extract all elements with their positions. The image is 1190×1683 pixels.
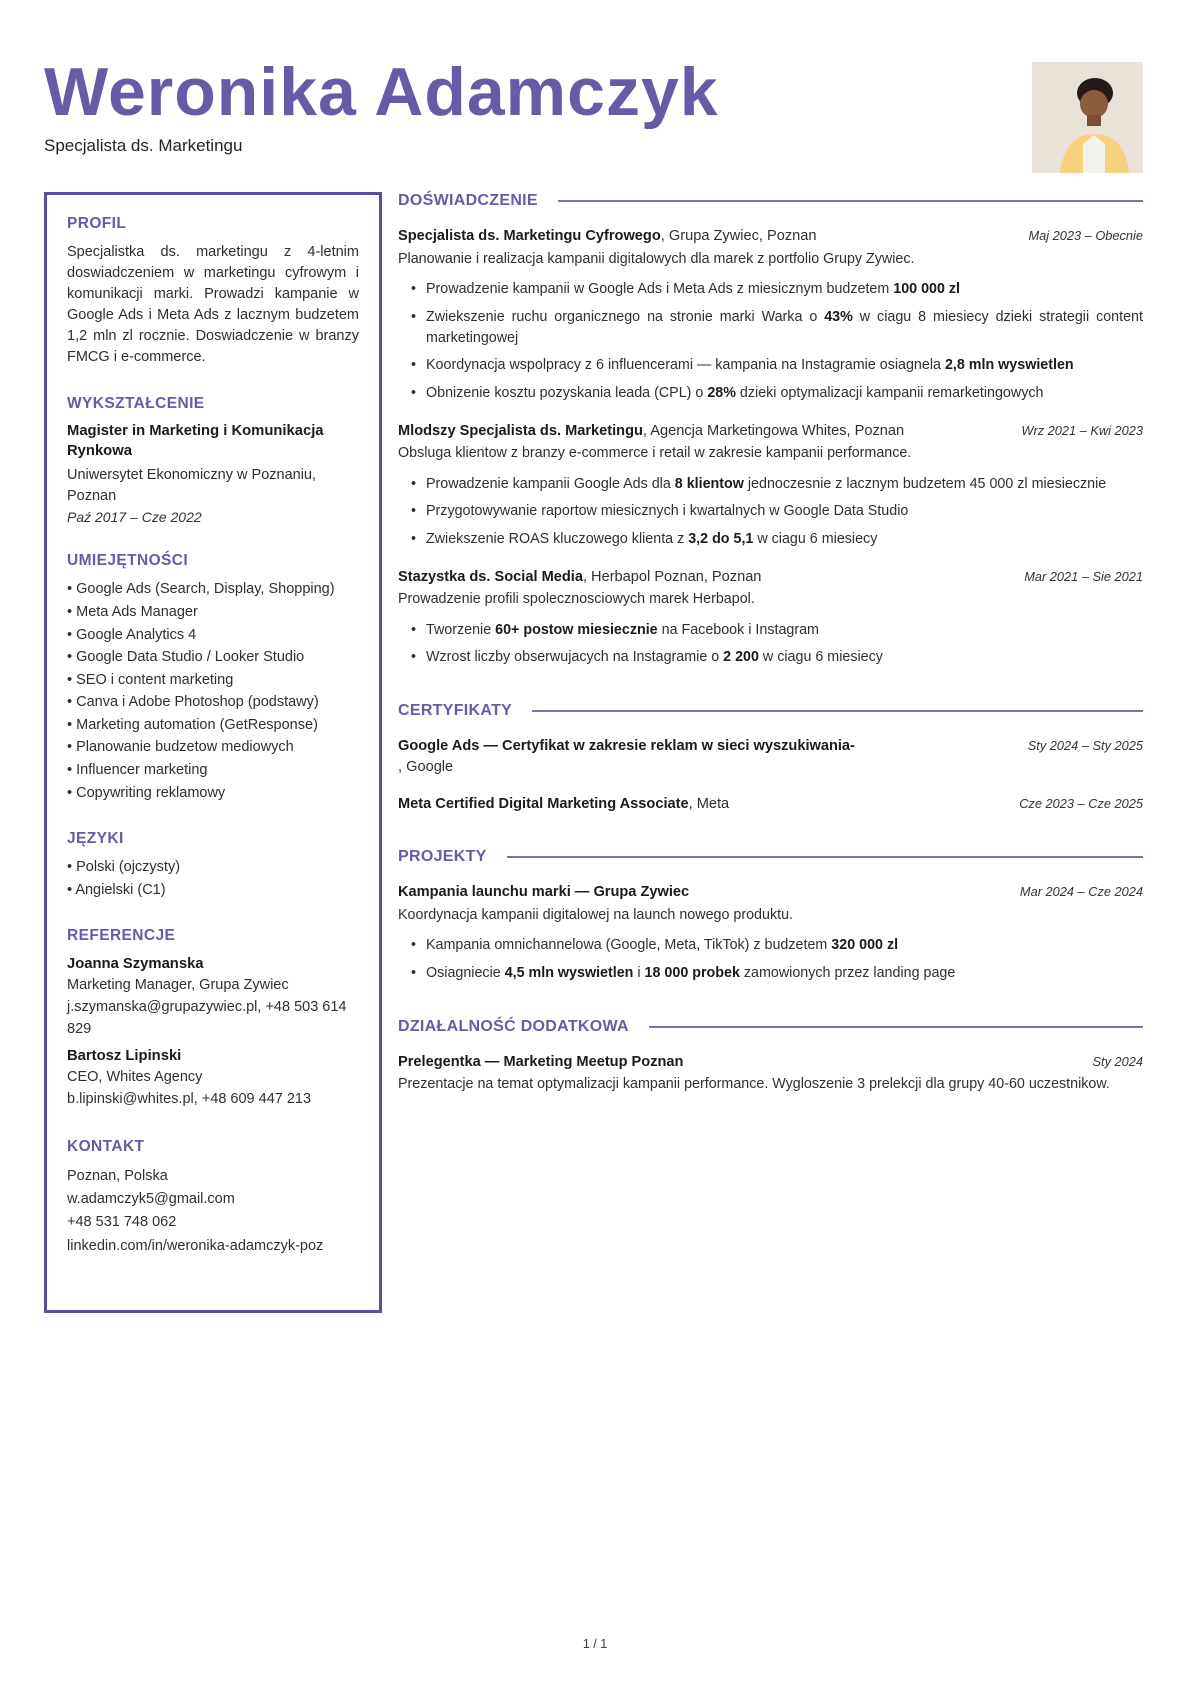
entry-dates: Mar 2024 – Cze 2024 [1019,884,1143,900]
entry-title-bold: Specjalista ds. Marketingu Cyfrowego [398,228,661,245]
bullet-list [398,279,1143,404]
text-segment: Osiagniecie [426,964,505,981]
section-heading-dzialalnosc-dodatkowa: DZIAŁALNOŚĆ DODATKOWA [398,1017,629,1035]
text-segment: 320 000 zl [831,937,899,954]
sidebar-section-profil [67,215,359,368]
entry-dates: Maj 2023 – Obecnie [1028,228,1143,244]
text-segment: Wzrost liczby obserwujacych na Instagramie o [426,649,724,666]
section-heading-certyfikaty: CERTYFIKATY [398,702,513,720]
entry-title [398,1052,683,1072]
text-segment: 4,5 mln wyswietlen [504,964,634,981]
text-segment: 8 klientow [674,475,744,492]
text-segment: Zwiekszenie ROAS kluczowego klienta z [426,531,689,548]
section-doswiadczenie [398,192,1143,668]
text-segment: 3,2 do 5,1 [688,531,754,548]
entry-title [398,882,689,902]
page-number: 1 / 1 [582,1637,608,1651]
entry-dates: Cze 2023 – Cze 2025 [1019,795,1143,811]
text-segment: Tworzenie [426,621,496,638]
sidebar-section-umiejetnosci [67,552,359,803]
section-header [398,192,1143,210]
bullet-item [398,529,1143,550]
education-degree: Magister in Marketing i Komunikacja Rynkowa [67,423,324,460]
reference-role: Marketing Manager, Grupa Zywiec [67,977,289,994]
bullet-item [398,620,1143,641]
entry-dates: Mar 2021 – Sie 2021 [1024,568,1143,584]
entry-header [398,736,1143,756]
section-heading-jezyki: JĘZYKI [67,830,124,848]
entry [398,1052,1143,1096]
list-item: • Google Analytics 4 [67,625,359,646]
contact-line: w.adamczyk5@gmail.com [67,1191,235,1207]
entry-title [398,567,761,587]
list-item: • Influencer marketing [67,760,359,781]
text-segment: 2 200 [723,649,759,666]
sidebar [44,192,382,1313]
text-segment: na Facebook i Instagram [657,621,819,638]
entry-header [398,794,1143,814]
text-segment: jednoczesnie z lacznym budzetem 45 000 zl miesiecznie [743,475,1107,492]
reference-role: CEO, Whites Agency [67,1069,203,1086]
list-item: • Google Data Studio / Looker Studio [67,647,359,668]
entry-title-bold: Kampania launchu marki — Grupa Zywiec [398,884,690,901]
section-header [398,702,1143,720]
entry [398,882,1143,983]
text-segment: 60+ postow miesiecznie [495,621,658,638]
content-columns [0,192,1190,1313]
list-item: • SEO i content marketing [67,670,359,691]
section-rule [532,710,1143,712]
header [0,0,1190,156]
section-heading-profil: PROFIL [67,215,127,233]
bullet-list [398,620,1143,668]
education-dates: Paź 2017 – Cze 2022 [67,509,202,526]
bullet-item [398,935,1143,956]
list-item: • Polski (ojczysty) [67,857,359,878]
entry-header [398,421,1143,441]
section-header [398,848,1143,866]
section-heading-doswiadczenie: DOŚWIADCZENIE [398,192,538,210]
section-certyfikaty [398,702,1143,814]
text-segment: Zwiekszenie ruchu organicznego na stronie marki Warka o [426,308,825,325]
text-segment: 43% [824,308,853,325]
entry-dates: Wrz 2021 – Kwi 2023 [1021,422,1143,438]
entry-title [398,794,729,814]
entry-title-line2: , Google [398,758,454,775]
text-segment: zamowionych przez landing page [739,964,956,981]
list-item: • Meta Ads Manager [67,602,359,623]
list-item: • Google Ads (Search, Display, Shopping) [67,579,359,600]
entry-dates: Sty 2024 – Sty 2025 [1027,738,1143,754]
list-item: • Marketing automation (GetResponse) [67,715,359,736]
entry [398,567,1143,668]
section-heading-projekty: PROJEKTY [398,848,487,866]
page-footer [0,1637,1190,1651]
entry-title [398,736,855,756]
entry-summary: Obsluga klientow z branzy e-commerce i retail w zakresie kampanii performance. [398,445,912,462]
reference-contact: j.szymanska@grupazywiec.pl, +48 503 614 829 [67,998,347,1037]
text-segment: i [633,964,645,981]
section-projekty [398,848,1143,983]
contact-line: linkedin.com/in/weronika-adamczyk-poz [67,1237,324,1254]
text-segment: Obnizenie kosztu pozyskania leada (CPL) o [426,385,708,402]
profile-text: Specjalistka ds. marketingu z 4-letnim doswiadczeniem w marketingu cyfrowym i komunikacji marki. Prowadzi kampanie w Google Ads i Meta Ads z lacznym budzetem 1,2 mln zl rocznie. Doswiadczenie w branzy FMCG i e-commerce. [67,244,359,366]
entry-dates: Sty 2024 [1092,1053,1143,1069]
sidebar-section-wyksztalcenie [67,395,359,525]
entry-title-bold: Prelegentka — Marketing Meetup Poznan [398,1053,684,1070]
entry-title-bold: Meta Certified Digital Marketing Associate [398,795,689,812]
entry-summary: Prowadzenie profili spolecznosciowych marek Herbapol. [398,591,755,608]
text-segment: 18 000 probek [644,964,740,981]
text-segment: w ciagu 6 miesiecy [753,531,878,548]
entry-title-bold: Mlodszy Specjalista ds. Marketingu [398,422,643,439]
bullet-item [398,963,1143,984]
reference-name: Bartosz Lipinski [67,1048,182,1065]
entry-title-rest: , Meta [688,795,730,812]
text-segment: 2,8 mln wyswietlen [944,357,1074,374]
job-title: Specjalista ds. Marketingu [44,136,243,156]
entry-title-bold: Google Ads — Certyfikat w zakresie reklam w sieci wyszukiwania- [398,738,855,755]
entry-header [398,882,1143,902]
list-item: • Angielski (C1) [67,880,359,901]
sidebar-section-kontakt [67,1138,359,1259]
section-header [398,1018,1143,1036]
reference-contact: b.lipinski@whites.pl, +48 609 447 213 [67,1090,312,1107]
education-school: Uniwersytet Ekonomiczny w Poznaniu, Poznan [67,467,317,505]
section-heading-referencje: REFERENCJE [67,927,176,945]
entry-title-rest: , Herbapol Poznan, Poznan [582,568,762,585]
text-segment: Przygotowywanie raportow miesicznych i kwartalnych w Google Data Studio [426,503,909,520]
entry-title-rest: , Agencja Marketingowa Whites, Poznan [642,422,905,439]
entry-header [398,1052,1143,1072]
entry-title-bold: Stazystka ds. Social Media [398,568,583,585]
entry-header [398,226,1143,246]
section-rule [558,200,1143,202]
bullet-list [398,935,1143,983]
entry-title-rest: , Grupa Zywiec, Poznan [660,228,817,245]
bullet-item [398,307,1143,348]
section-heading-wyksztalcenie: WYKSZTAŁCENIE [67,395,205,413]
bullet-item [398,383,1143,404]
text-segment: dzieki optymalizacji kampanii remarketingowych [735,385,1044,402]
profile-photo [1032,62,1143,173]
main-content [398,192,1143,1129]
text-segment: Koordynacja wspolpracy z 6 influencerami — kampania na Instagramie osiagnela [426,357,945,374]
entry-title [398,421,904,441]
section-heading-umiejetnosci: UMIEJĘTNOŚCI [67,552,189,570]
bullet-item [398,474,1143,495]
list-item: • Planowanie budzetow mediowych [67,737,359,758]
entry-title [398,226,817,246]
bullet-item [398,279,1143,300]
text-segment: Prowadzenie kampanii w Google Ads i Meta Ads z miesicznym budzetem [426,281,894,298]
section-rule [649,1026,1143,1028]
entry [398,226,1143,403]
bullet-item [398,647,1143,668]
text-segment: 100 000 zl [893,281,961,298]
entry [398,421,1143,550]
bullet-item [398,355,1143,376]
text-segment: w ciagu 6 miesiecy [758,649,883,666]
list-item: • Canva i Adobe Photoshop (podstawy) [67,692,359,713]
entry-summary: Prezentacje na temat optymalizacji kampanii performance. Wygloszenie 3 prelekcji dla grupy 40-60 uczestnikow. [398,1076,1110,1093]
bullet-list [398,474,1143,550]
text-segment: w ciagu 8 miesiecy dzieki strategii content marketingowej [426,308,1143,346]
entry-summary: Planowanie i realizacja kampanii digitalowych dla marek z portfolio Grupy Zywiec. [398,250,915,267]
contact-line: Poznan, Polska [67,1167,168,1184]
entry [398,736,1143,777]
text-segment: Prowadzenie kampanii Google Ads dla [426,475,675,492]
entry-header [398,567,1143,587]
profile-photo-image [1032,62,1143,173]
text-segment: Kampania omnichannelowa (Google, Meta, TikTok) z budzetem [426,937,832,954]
page-title: Weronika Adamczyk [44,54,719,130]
sidebar-section-referencje [67,927,359,1110]
sidebar-section-jezyki [67,830,359,900]
list-item: • Copywriting reklamowy [67,783,359,804]
bullet-item [398,501,1143,522]
text-segment: 28% [707,385,736,402]
entry-summary: Koordynacja kampanii digitalowej na launch nowego produktu. [398,906,794,923]
section-heading-kontakt: KONTAKT [67,1137,145,1155]
contact-line: +48 531 748 062 [67,1214,177,1231]
entry [398,794,1143,814]
section-dzialalnosc-dodatkowa [398,1018,1143,1096]
section-rule [507,856,1143,858]
reference-name: Joanna Szymanska [67,956,204,973]
